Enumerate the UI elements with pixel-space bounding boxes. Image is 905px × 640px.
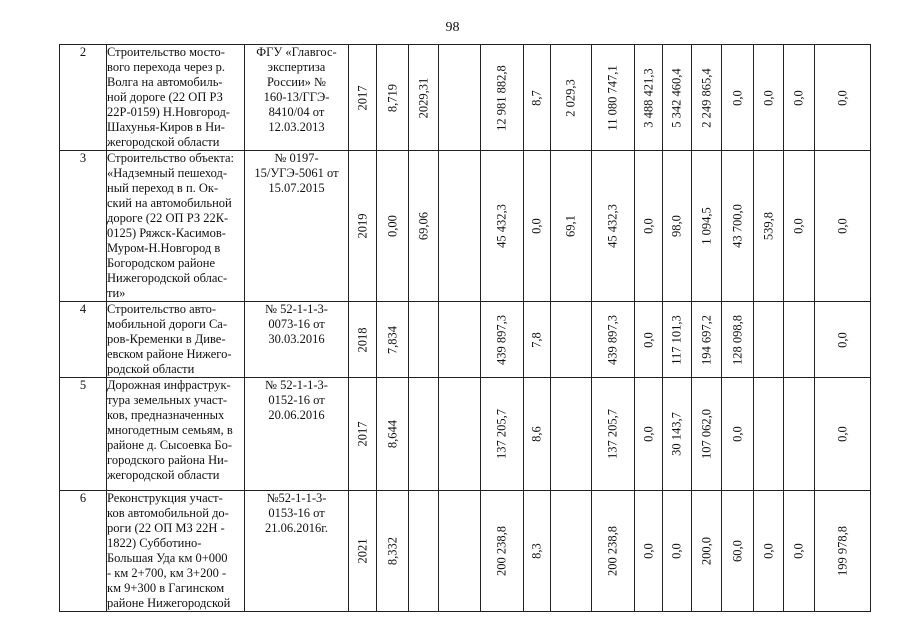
value-cell bbox=[592, 491, 635, 612]
cell-value: 0,0 bbox=[641, 331, 655, 348]
cell-value: 8,719 bbox=[385, 83, 399, 112]
value-cell bbox=[377, 491, 409, 612]
value-cell bbox=[551, 151, 592, 302]
value-cell bbox=[815, 491, 871, 612]
object-name: Строительство объекта: «Надземный пешеход- ный переход в п. Ок- ский на автомобильной дороге (22 ОП РЗ 22К- 0125) Ряжск-Касимов- Муром-Н.Новгород в Богородском районе Нижегородской облас- ти» bbox=[107, 151, 245, 302]
cell-value: 7,8 bbox=[529, 331, 544, 348]
expertise-document: № 52-1-1-3- 0152-16 от 20.06.2016 bbox=[245, 378, 349, 491]
value-cell bbox=[349, 45, 377, 151]
cell-value: 98,0 bbox=[669, 215, 684, 237]
value-cell bbox=[784, 45, 815, 151]
cell-value: 439 897,3 bbox=[605, 314, 620, 365]
value-cell bbox=[551, 491, 592, 612]
value-cell bbox=[349, 151, 377, 302]
cell-value: 200 238,8 bbox=[494, 526, 509, 576]
value-cell bbox=[722, 45, 754, 151]
value-cell bbox=[692, 151, 722, 302]
value-cell bbox=[409, 45, 439, 151]
cell-value: 2017 bbox=[355, 421, 369, 447]
cell-value: 107 062,0 bbox=[699, 409, 713, 459]
cell-value: 2029,31 bbox=[416, 77, 430, 118]
cell-value: 3 488 421,3 bbox=[641, 67, 655, 128]
value-cell bbox=[754, 491, 784, 612]
cell-value: 0,0 bbox=[835, 331, 849, 348]
cell-value: 60,0 bbox=[730, 540, 744, 562]
cell-value: 2021 bbox=[355, 538, 369, 564]
value-cell bbox=[377, 45, 409, 151]
table-row bbox=[60, 45, 871, 151]
value-cell bbox=[524, 45, 551, 151]
value-cell bbox=[592, 302, 635, 378]
value-cell bbox=[551, 45, 592, 151]
value-cell bbox=[481, 45, 524, 151]
expertise-document: ФГУ «Главгос- экспертиза России» № 160-13/ГГЭ- 8410/04 от 12.03.2013 bbox=[245, 45, 349, 151]
row-number: 5 bbox=[60, 378, 107, 491]
cell-value: 0,0 bbox=[835, 218, 849, 234]
table-row bbox=[60, 378, 871, 491]
value-cell bbox=[754, 378, 784, 491]
value-cell bbox=[754, 45, 784, 151]
page-number: 98 bbox=[445, 20, 460, 35]
cell-value: 0,0 bbox=[529, 218, 544, 234]
value-cell bbox=[551, 378, 592, 491]
cell-value: 137 205,7 bbox=[494, 409, 509, 459]
cell-value: 0,0 bbox=[835, 426, 849, 442]
value-cell bbox=[439, 378, 481, 491]
cell-value: 2 029,3 bbox=[563, 78, 578, 117]
table-body bbox=[60, 45, 871, 612]
cell-value: 45 432,3 bbox=[494, 204, 509, 248]
cell-value: 0,0 bbox=[730, 426, 744, 442]
cell-value: 539,8 bbox=[761, 211, 775, 241]
expertise-document: №52-1-1-3- 0153-16 от 21.06.2016г. bbox=[245, 491, 349, 612]
value-cell bbox=[663, 45, 692, 151]
object-name: Реконструкция участ- ков автомобильной до- роги (22 ОП МЗ 22Н - 1822) Субботино- Большая Уда км 0+000 - км 2+700, км 3+200 - км 9+300 в Гагинском районе Нижегородской bbox=[107, 491, 245, 612]
value-cell bbox=[551, 302, 592, 378]
cell-value: 8,644 bbox=[385, 419, 399, 449]
value-cell bbox=[663, 302, 692, 378]
value-cell bbox=[409, 151, 439, 302]
cell-value: 194 697,2 bbox=[699, 314, 713, 365]
cell-value: 43 700,0 bbox=[730, 204, 744, 248]
value-cell bbox=[692, 45, 722, 151]
value-cell bbox=[524, 378, 551, 491]
object-name: Дорожная инфраструк- тура земельных участ- ков, предназначенных многодетным семьям, в районе д. Сысоевка Бо- городского района Ни- жегородской области bbox=[107, 378, 245, 491]
value-cell bbox=[439, 151, 481, 302]
cell-value: 30 143,7 bbox=[669, 412, 684, 456]
value-cell bbox=[692, 378, 722, 491]
row-number: 3 bbox=[60, 151, 107, 302]
table-row bbox=[60, 151, 871, 302]
cell-value: 0,0 bbox=[761, 543, 775, 559]
value-cell bbox=[663, 491, 692, 612]
cell-value: 439 897,3 bbox=[494, 314, 509, 365]
cell-value: 0,00 bbox=[385, 215, 399, 237]
cell-value: 11 080 747,1 bbox=[605, 64, 620, 131]
value-cell bbox=[722, 302, 754, 378]
row-number: 6 bbox=[60, 491, 107, 612]
value-cell bbox=[592, 45, 635, 151]
cell-value: 0,0 bbox=[730, 89, 744, 106]
cell-value: 8,332 bbox=[385, 536, 399, 566]
table-row bbox=[60, 491, 871, 612]
value-cell bbox=[481, 151, 524, 302]
value-cell bbox=[377, 151, 409, 302]
value-cell bbox=[663, 151, 692, 302]
value-cell bbox=[439, 45, 481, 151]
cell-value: 1 094,5 bbox=[699, 207, 713, 245]
value-cell bbox=[784, 302, 815, 378]
cell-value: 0,0 bbox=[791, 89, 806, 106]
value-cell bbox=[524, 151, 551, 302]
cell-value: 69,06 bbox=[416, 211, 430, 241]
value-cell bbox=[439, 302, 481, 378]
cell-value: 199 978,8 bbox=[835, 526, 849, 576]
value-cell bbox=[815, 302, 871, 378]
value-cell bbox=[754, 302, 784, 378]
value-cell bbox=[409, 302, 439, 378]
cell-value: 45 432,3 bbox=[605, 204, 620, 248]
cell-value: 0,0 bbox=[669, 543, 684, 559]
value-cell bbox=[784, 151, 815, 302]
value-cell bbox=[784, 491, 815, 612]
value-cell bbox=[377, 378, 409, 491]
cell-value: 69,1 bbox=[563, 215, 578, 237]
value-cell bbox=[524, 491, 551, 612]
cell-value: 200 238,8 bbox=[605, 526, 620, 576]
value-cell bbox=[784, 378, 815, 491]
value-cell bbox=[754, 151, 784, 302]
cell-value: 200,0 bbox=[699, 536, 713, 566]
objects-table bbox=[59, 44, 871, 612]
value-cell bbox=[377, 302, 409, 378]
cell-value: 137 205,7 bbox=[605, 409, 620, 459]
value-cell bbox=[722, 378, 754, 491]
cell-value: 0,0 bbox=[641, 218, 655, 234]
cell-value: 12 981 882,8 bbox=[494, 64, 509, 131]
value-cell bbox=[635, 491, 663, 612]
value-cell bbox=[524, 302, 551, 378]
value-cell bbox=[815, 151, 871, 302]
value-cell bbox=[663, 378, 692, 491]
cell-value: 128 098,8 bbox=[730, 314, 744, 365]
cell-value: 2018 bbox=[355, 327, 369, 352]
object-name: Строительство мосто- вого перехода через р. Волга на автомобиль- ной дороге (22 ОП РЗ 22Р-0159) Н.Новгород- Шахунья-Киров в Ни- жегородской области bbox=[107, 45, 245, 151]
value-cell bbox=[592, 151, 635, 302]
value-cell bbox=[349, 302, 377, 378]
value-cell bbox=[722, 151, 754, 302]
value-cell bbox=[439, 491, 481, 612]
cell-value: 0,0 bbox=[761, 89, 775, 106]
cell-value: 0,0 bbox=[835, 89, 849, 106]
cell-value: 2017 bbox=[355, 85, 369, 110]
value-cell bbox=[815, 378, 871, 491]
value-cell bbox=[722, 491, 754, 612]
table-row bbox=[60, 302, 871, 378]
value-cell bbox=[349, 378, 377, 491]
value-cell bbox=[481, 302, 524, 378]
cell-value: 5 342 460,4 bbox=[669, 67, 684, 128]
cell-value: 7,834 bbox=[385, 325, 399, 354]
value-cell bbox=[409, 491, 439, 612]
value-cell bbox=[635, 302, 663, 378]
value-cell bbox=[635, 45, 663, 151]
value-cell bbox=[635, 151, 663, 302]
value-cell bbox=[692, 302, 722, 378]
cell-value: 0,0 bbox=[641, 543, 655, 559]
value-cell bbox=[409, 378, 439, 491]
cell-value: 2 249 865,4 bbox=[699, 67, 713, 128]
value-cell bbox=[815, 45, 871, 151]
expertise-document: № 0197- 15/УГЭ-5061 от 15.07.2015 bbox=[245, 151, 349, 302]
cell-value: 8,3 bbox=[529, 543, 544, 559]
value-cell bbox=[349, 491, 377, 612]
row-number: 2 bbox=[60, 45, 107, 151]
cell-value: 0,0 bbox=[641, 426, 655, 442]
cell-value: 0,0 bbox=[791, 218, 806, 234]
value-cell bbox=[592, 378, 635, 491]
value-cell bbox=[692, 491, 722, 612]
value-cell bbox=[635, 378, 663, 491]
value-cell bbox=[481, 491, 524, 612]
cell-value: 117 101,3 bbox=[669, 314, 684, 365]
object-name: Строительство авто- мобильной дороги Са- ров-Кременки в Диве- евском районе Нижего- родской области bbox=[107, 302, 245, 378]
expertise-document: № 52-1-1-3- 0073-16 от 30.03.2016 bbox=[245, 302, 349, 378]
cell-value: 2019 bbox=[355, 213, 369, 239]
row-number: 4 bbox=[60, 302, 107, 378]
cell-value: 8,6 bbox=[529, 426, 544, 442]
cell-value: 0,0 bbox=[791, 543, 806, 559]
value-cell bbox=[481, 378, 524, 491]
cell-value: 8,7 bbox=[529, 89, 544, 106]
